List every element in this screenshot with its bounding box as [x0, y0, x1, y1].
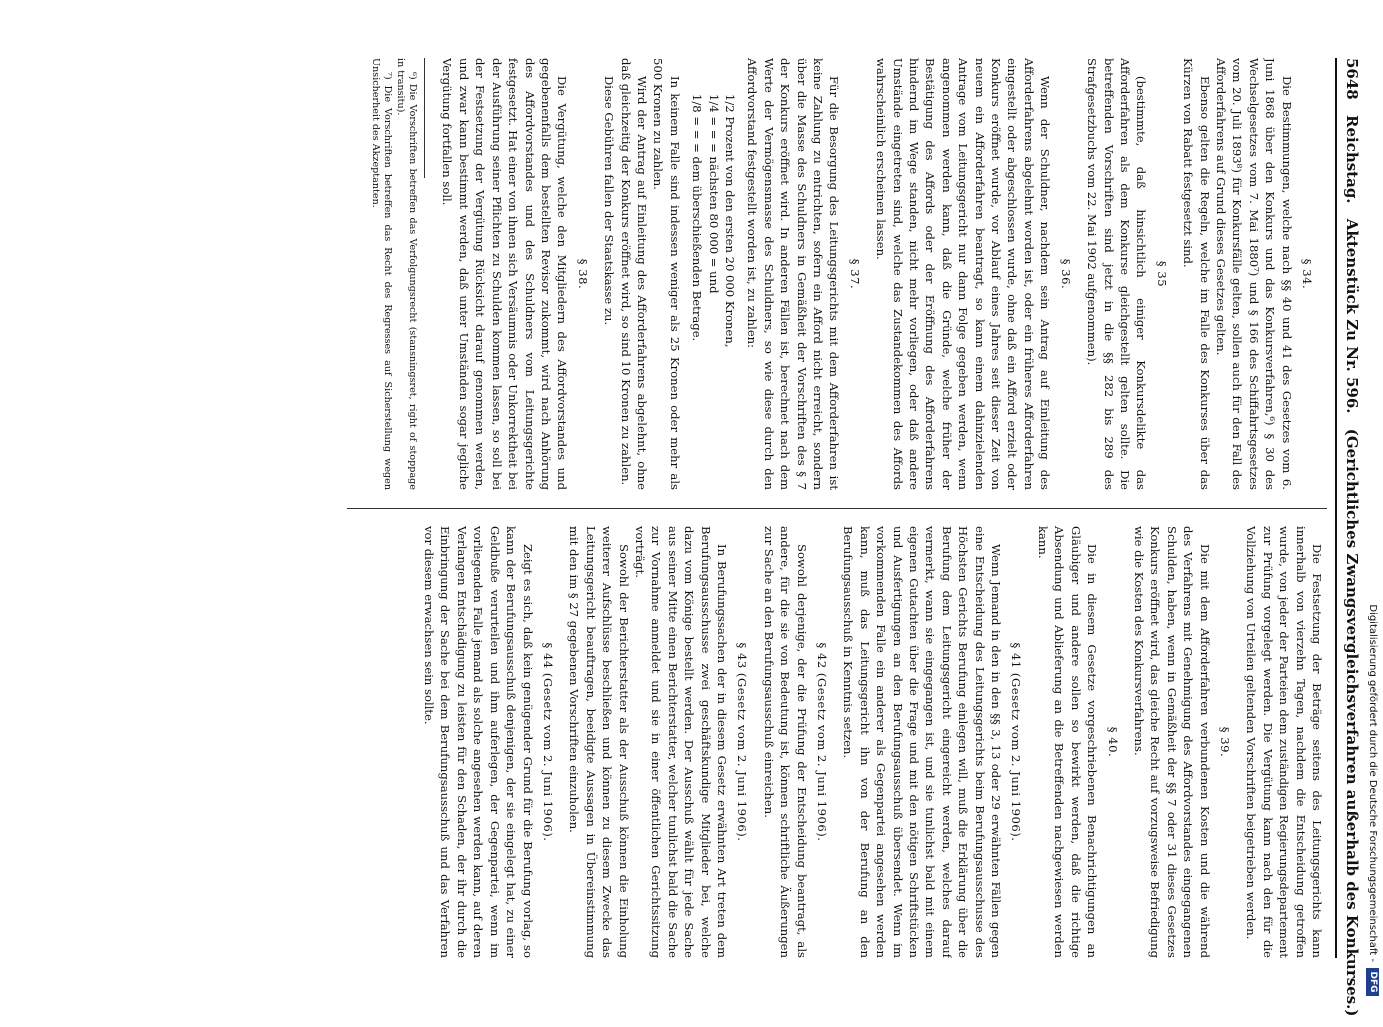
right-column — [125, 526, 1325, 958]
section-44-paragraph: Zeigt es sich, daß kein genügender Grund für die Berufung vorlag, so kann der Berufungsausschuß denjenigen, der sie eingelegt hat, zu einer Geldbuße verurteilen und ihm auferlegen, der Gegenpartei, wenn im vorliegenden Falle jemand als solche angesehen werden kann, auf deren Verlangen Entschädigung zu leisten für den Schaden, der ihr durch die Einbringung der Sache bei dem Berufungsausschuß und das Verfahren vor diesem erwachsen sein sollte. — [422, 526, 535, 958]
page-header — [1335, 58, 1361, 1017]
section-34-paragraph-1: Die Bestimmungen, welche nach §§ 40 und 41 des Gesetzes vom 6. Juni 1868 über den Konkurs und das Konkursverfahren,⁶) § 30 des Wechselgesetzes vom 7. Mai 1880⁷) und § 166 des Schiffahrtsgesetzes vom 20. Juli 1893⁸) für Konkursfälle gelten, sollen auch für den Fall des Afforderfahrens auf Grund dieses Gesetzes gelten. — [1213, 58, 1294, 490]
section-34-heading: § 34. — [1300, 258, 1314, 290]
section-37-paragraph-1: Für die Besorgung des Leitungsgerichts mit dem Afforderfahren ist keine Zahlung zu entrichten, sofern ein Afford nicht erreicht, sondern über die Masse des Schuldners in Gemäßheit der Vorschriften des § 7 der Konkurs eröffnet wird. In anderen Fällen ist, berechnet nach dem Werte der Vermögensmasse des Schuldners, so wie diese durch den Affordvorstand festgestellt worden ist, zu zahlen: — [745, 58, 842, 490]
section-36-heading: § 36. — [1058, 258, 1073, 290]
section-37-paragraph-3: Wird der Antrag auf Einleitung des Afforderfahrens abgelehnt, ohne daß gleichzeitig der Konkurs eröffnet wird, so sind 10 Kronen zu zahlen. — [618, 58, 649, 490]
section-43-paragraph-1: In Berufungssachen der in diesem Gesetz erwähnten Art treten dem Berufungsausschusse zwei geschäftskundige Mitglieder bei, welche dazu vom Könige bestellt werden. Der Ausschuß wählt für jede Sache aus seiner Mitte einen Berichterstatter, welcher tunlichst bald die Sache zur Vornahme anmeldet und sie in einer öffentlichen Gerichtssitzung vorträgt. — [632, 526, 729, 958]
section-40-heading: § 40. — [1105, 726, 1120, 758]
digitization-note: Digitalisierung gefördert durch die Deutsche Forschungsgemeinschaft - — [1367, 604, 1378, 962]
section-36-paragraph: Wenn der Schuldner, nachdem sein Antrag auf Einleitung des Afforderfahrens abgelehnt worden ist, oder ein früheres Afforderfahren eingestellt oder abgeschlossen wurde, ohne daß ein Afford erzielt oder Konkurs eröffnet wurde, vor Ablauf eines Jahres seit dieser Zeit von neuem ein Afforderfahren beantragt, so kann einem dahinzielenden Antrage vom Leitungsgericht nur dann Folge gegeben werden, wenn angenommen werden kann, daß die Gründe, welche früher der Bestätigung des Affords oder der Eröffnung des Afforderfahrens hindernd im Wege standen, nicht mehr vorliegen, oder daß andere Umstände eingetreten sind, welche das Zustandekommen des Affords wahrscheinlich erscheinen lassen. — [874, 58, 1053, 490]
section-42-paragraph: Sowohl derjenige, der die Prüfung der Entscheidung beantragt, als andere, für die sie von Bedeutung ist, können schriftliche Äußerungen zur Sache an den Berufungsausschuß einreichen. — [761, 526, 809, 958]
header-aktenstueck: Aktenstück Zu Nr. 596. — [1343, 218, 1361, 414]
section-35-heading: § 35 — [1154, 260, 1169, 288]
section-38-continuation: Die Festsetzung der Beträge seitens des Leitungsgerichts kann innerhalb von vierzehn Tagen, nachdem die Entscheidung getroffen wurde, von jeder der Parteien dem zuständigen Regierungsdepartement zur Prüfung vorgelegt werden. Die Vergütung kann nach den für die Vollziehung von Urteilen geltenden Vorschriften beigetrieben werden. — [1244, 526, 1324, 958]
section-43-paragraph-2: Sowohl der Berichterstatter als der Ausschuß können die Einholung weiterer Aufschlüsse beschließen und können zu diesem Zwecke das Leitungsgericht beauftragen, beeidigte Aussagen in Übereinstimmung mit den im § 27 gegebenen Vorschriften einzuholen. — [567, 526, 631, 958]
section-39-heading: § 39. — [1217, 726, 1232, 758]
left-column — [125, 58, 1325, 490]
fee-rate-line: 1/2 Prozent von den ersten 20 000 Kronen, — [723, 94, 737, 348]
fee-rates — [689, 94, 738, 490]
page-number: 5648 — [1343, 58, 1361, 100]
section-41-heading: § 41 (Gesetz vom 2. Juni 1906). — [1009, 642, 1024, 842]
section-35-paragraph: (bestimmte, daß hinsichtlich einiger Konkursdelikte das Afforderfahren als dem Konkurse gleichgestellt gelten sollte. Die betreffenden Vorschriften sind jetzt in die §§ 282 bis 289 des Strafgesetzbuchs vom 22. Mai 1902 aufgenommen). — [1085, 58, 1149, 490]
section-37-heading: § 37. — [847, 258, 862, 290]
section-38-heading: § 38. — [575, 258, 590, 290]
dfg-logo: DFG — [1366, 968, 1379, 996]
column-divider — [347, 508, 1327, 509]
footnote-6: ⁶) Die Vorschriften betreffen das Verfolgungsrecht (stansningsret, right of stoppage in transitu). — [394, 58, 419, 490]
section-37-paragraph-2: In keinem Falle sind indessen weniger als 25 Kronen oder mehr als 500 Kronen zu zahlen. — [651, 58, 682, 490]
section-39-paragraph: Die mit dem Afforderfahren verbundenen Kosten und die während des Verfahrens mit Genehmigung des Affordvorstandes eingegangenen Schulden, haben, wenn in Gemäßheit der §§ 7 oder 31 dieses Gesetzes Konkurs eröffnet wird, das gleiche Recht auf vorzugsweise Befriedigung wie die Kosten des Konkursverfahrens. — [1131, 526, 1212, 958]
section-34-paragraph-2: Ebenso gelten die Regeln, welche im Falle des Konkurses über das Kürzen von Rabatt festgesetzt sind. — [1181, 58, 1212, 490]
section-40-paragraph: Die in diesem Gesetze vorgeschriebenen Benachrichtigungen an Gläubiger und andere sollen so bewirkt werden, daß die richtige Absendung und Ablieferung an die Betreffenden nachgewiesen werden kann. — [1035, 526, 1100, 958]
header-reichstag: Reichstag. — [1343, 114, 1361, 204]
digitization-credit — [1365, 0, 1383, 1000]
section-44-heading: § 44 (Gesetz vom 2. Juni 1906). — [540, 642, 555, 842]
fee-rate-line: 1/4 = = = nächsten 80 000 = und — [706, 94, 721, 294]
fee-rate-line: 1/8 = = = dem überschießenden Betrage. — [690, 94, 705, 342]
section-42-heading: § 42 (Gesetz vom 2. Juni 1906). — [815, 642, 830, 842]
footnote-7: ⁷) Die Vorschriften betreffen das Recht des Regresses auf Sicherstellung wegen Unsicherheit des Akzeptanten. — [369, 58, 394, 490]
section-41-paragraph: Wenn Jemand in den in den §§ 3, 13 oder 29 erwähnten Fällen gegen eine Entscheidung des Leitungsgerichts beim Berufungsausschusse des Höchsten Gerichts Berufung einlegen will, muß die Erklärung über die Berufung dem Leitungsgericht eingereicht werden, welches darauf vermerkt, wann sie eingegangen ist, und sie tunlichst bald mit einem eigenen Gutachten über die Frage und mit den nötigen Schriftstücken und Ausfertigungen an den Berufungsausschuß übersendet. Wenn im vorkommenden Falle ein anderer als Gegenpartei angesehen werden kann, muß das Leitungsgericht ihn von der Berufung an den Berufungsausschuß in Kenntnis setzen. — [841, 526, 1004, 958]
section-43-heading: § 43 (Gesetz vom 2. Juni 1906). — [735, 642, 750, 842]
section-38-paragraph: Die Vergütung, welche den Mitgliedern des Affordvorstandes und gegebenenfalls dem bestellten Revisor zukommt, wird nach Anhörung des Affordvorstandes und des Schuldners vom Leitungsgerichte festgesetzt. Hat einer von ihnen sich Versäumnis oder Unkorrektheit bei der Ausführung seiner Pflichten zu Schulden kommen lassen, so soll bei der Festsetzung der Vergütung Rücksicht darauf genommen werden, und zwar kann bestimmt werden, daß unter Umständen sogar jegliche Vergütung fortfallen soll. — [440, 58, 570, 490]
footnote-divider — [424, 58, 425, 178]
section-37-paragraph-4: Diese Gebühren fallen der Staatskasse zu. — [602, 76, 617, 326]
header-subject: (Gerichtliches Zwangsvergleichsverfahren außerhalb des Konkurses.) — [1343, 428, 1361, 1017]
